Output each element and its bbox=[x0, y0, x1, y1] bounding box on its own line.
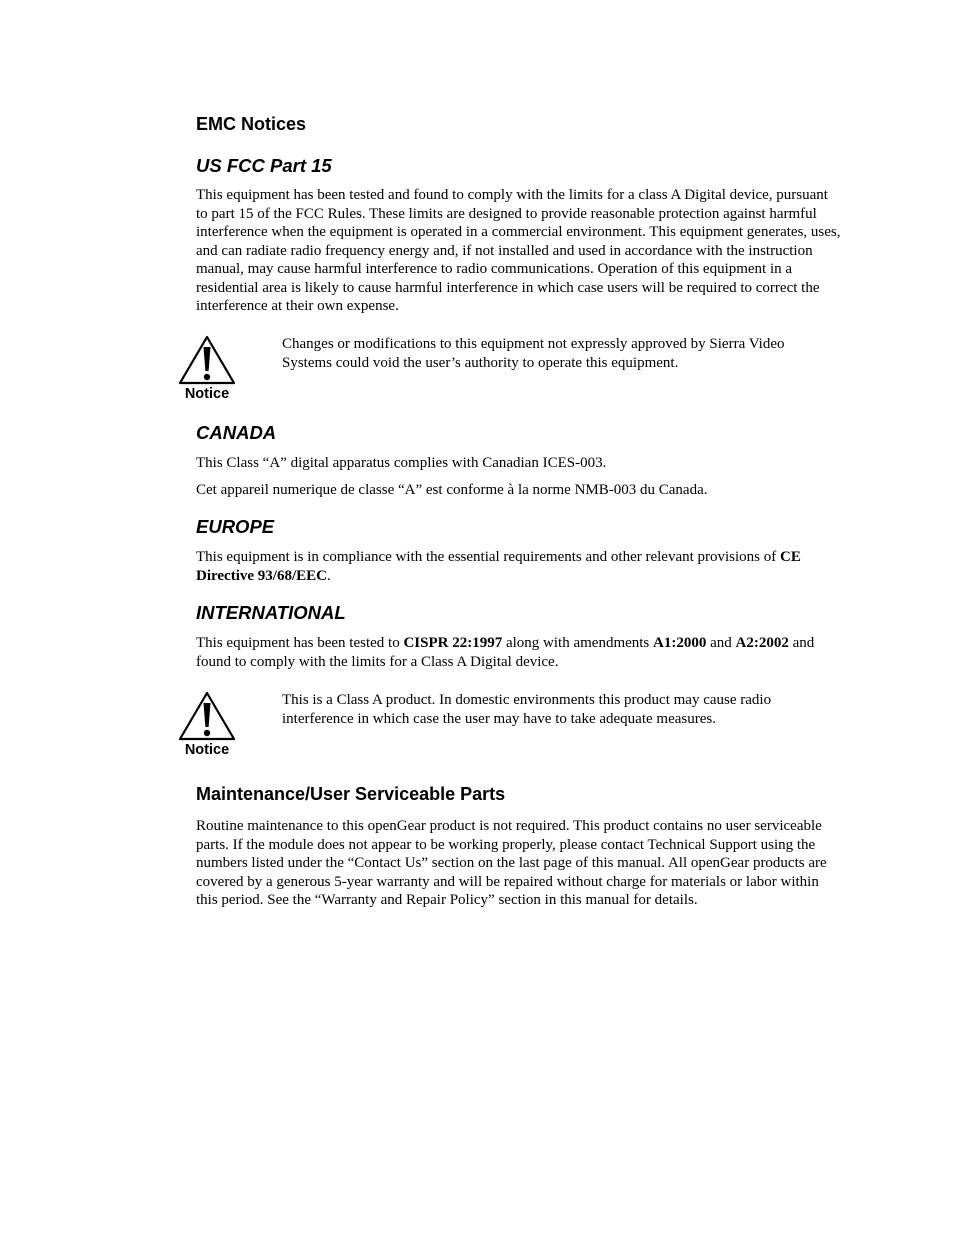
amendment-a2: A2:2002 bbox=[735, 635, 789, 651]
international-paragraph bbox=[196, 634, 841, 671]
international-text: This equipment has been tested to bbox=[196, 635, 404, 651]
europe-heading: EUROPE bbox=[196, 516, 275, 537]
fcc-heading: US FCC Part 15 bbox=[196, 155, 332, 176]
notice-badge-2 bbox=[178, 691, 236, 759]
notice-text-block-1 bbox=[282, 335, 822, 372]
warning-triangle-icon bbox=[178, 335, 236, 385]
maintenance-paragraph: Routine maintenance to this openGear product is not required. This product contains no user serviceable parts. If the module does not appear to be working properly, please contact Technical Support using the numbers listed under the “Contact Us” section on the last page of this manual. All openGear products are covered by a generous 5-year warranty and will be repaired without charge for materials or labor within this period. See the “Warranty and Repair Policy” section in this manual for details. bbox=[196, 818, 827, 908]
maintenance-section bbox=[196, 784, 841, 804]
notice-label: Notice bbox=[184, 742, 230, 758]
canada-body-1 bbox=[196, 454, 841, 473]
europe-section bbox=[196, 517, 841, 537]
international-text-mid2: and bbox=[706, 635, 736, 651]
notice-text: This is a Class A product. In domestic environments this product may cause radio interference in which case the user may have to take adequate measures. bbox=[282, 692, 772, 727]
directive-reference: CE Directive 93/68/EEC bbox=[196, 549, 801, 584]
notice-badge-1 bbox=[178, 335, 236, 403]
maintenance-heading: Maintenance/User Serviceable Parts bbox=[196, 784, 506, 804]
international-section bbox=[196, 603, 841, 623]
international-text-mid1: along with amendments bbox=[502, 635, 654, 651]
fcc-paragraph: This equipment has been tested and found to comply with the limits for a class A Digital device, pursuant to part 15 of the FCC Rules. These limits are designed to provide reasonable protection against harmful interference when the equipment is operated in a commercial environment. This equipment generates, uses, and can radiate radio frequency energy and, if not installed and used in accordance with the instruction manual, may cause harmful interference to radio communications. Operation of this equipment in a residential area is likely to cause harmful interference in which case users will be required to correct the interference at their own expense. bbox=[196, 187, 841, 314]
canada-body-2 bbox=[196, 481, 841, 500]
canada-heading: CANADA bbox=[196, 422, 277, 443]
international-text-end: and found to comply with the limits for a Class A Digital device. bbox=[196, 635, 815, 670]
notice-text-block-2 bbox=[282, 691, 822, 728]
europe-paragraph bbox=[196, 548, 841, 585]
international-body-block bbox=[196, 634, 841, 671]
emc-notices-heading: EMC Notices bbox=[196, 114, 307, 134]
europe-text: This equipment is in compliance with the essential requirements and other relevant provisions of bbox=[196, 549, 781, 565]
canada-french-line: Cet appareil numerique de classe “A” est conforme à la norme NMB-003 du Canada. bbox=[196, 482, 708, 498]
cispr-reference: CISPR 22:1997 bbox=[403, 635, 503, 651]
europe-text-end: . bbox=[326, 567, 331, 584]
international-heading: INTERNATIONAL bbox=[196, 602, 346, 623]
fcc-body-block bbox=[196, 186, 841, 316]
maintenance-body-block bbox=[196, 817, 841, 910]
emc-notices-section bbox=[196, 114, 841, 134]
fcc-section bbox=[196, 156, 841, 176]
europe-body-block bbox=[196, 548, 841, 585]
amendment-a1: A1:2000 bbox=[653, 635, 707, 651]
canada-section bbox=[196, 423, 841, 443]
notice-label: Notice bbox=[184, 386, 230, 402]
canada-english-line: This Class “A” digital apparatus complies with Canadian ICES-003. bbox=[196, 455, 607, 471]
notice-text: Changes or modifications to this equipment not expressly approved by Sierra Video Systems could void the user’s authority to operate this equipment. bbox=[282, 336, 785, 371]
warning-triangle-icon bbox=[178, 691, 236, 741]
